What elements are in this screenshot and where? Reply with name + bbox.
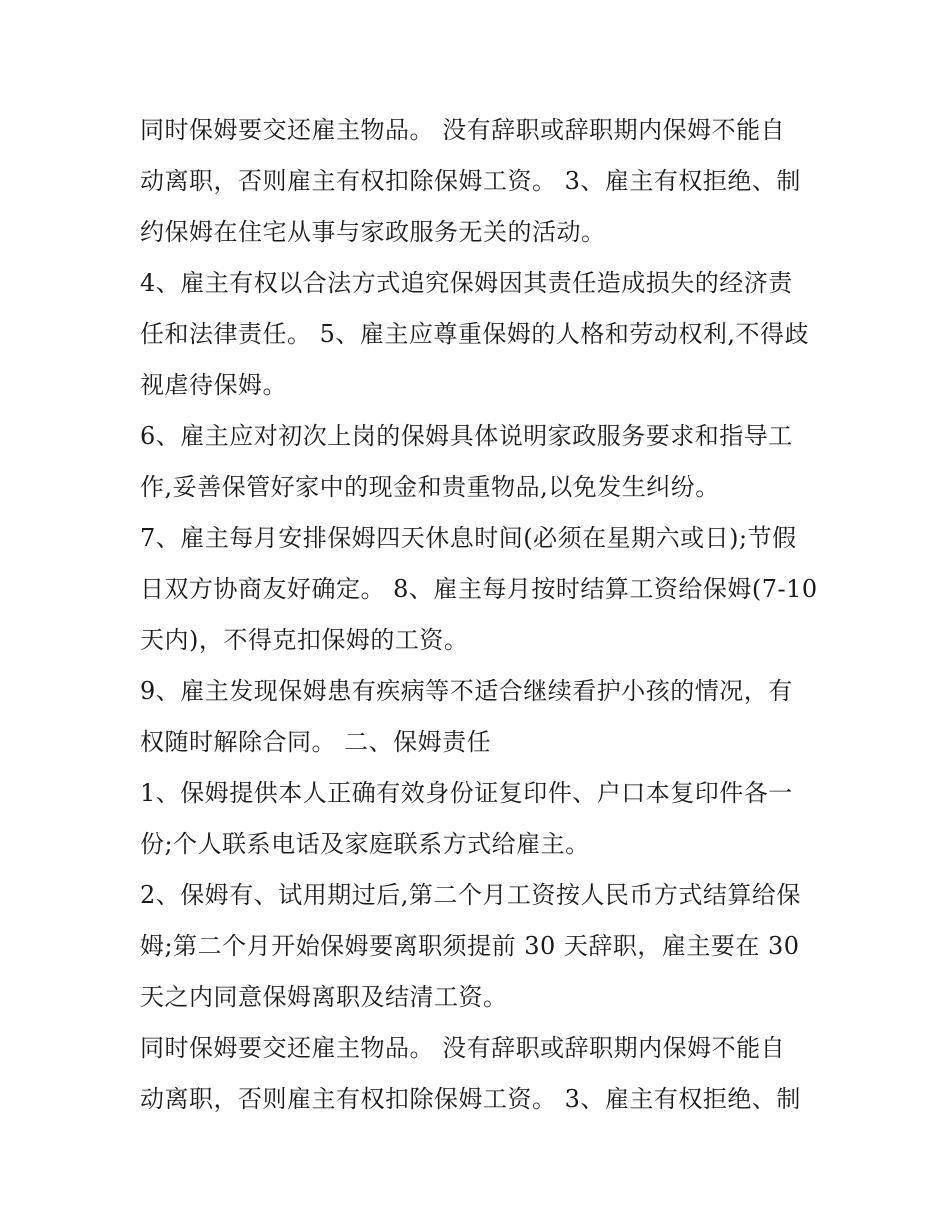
text-line: 同时保姆要交还雇主物品。 没有辞职或辞职期内保姆不能自 bbox=[140, 1034, 786, 1062]
text-line: 约保姆在住宅从事与家政服务无关的活动。 bbox=[140, 218, 606, 246]
document-body bbox=[140, 105, 830, 1125]
text-line: 1、保姆提供本人正确有效身份证复印件、户口本复印件各一 bbox=[140, 779, 793, 807]
text-line: 天之内同意保姆离职及结清工资。 bbox=[140, 983, 508, 1011]
text-line: 同时保姆要交还雇主物品。 没有辞职或辞职期内保姆不能自 bbox=[140, 116, 786, 144]
text-line: 4、雇主有权以合法方式追究保姆因其责任造成损失的经济责 bbox=[140, 269, 793, 297]
text-line: 7、雇主每月安排保姆四天休息时间(必须在星期六或日);节假 bbox=[140, 524, 797, 552]
text-line: 9、雇主发现保姆患有疾病等不适合继续看护小孩的情况，有 bbox=[140, 677, 793, 705]
text-line: 任和法律责任。 5、雇主应尊重保姆的人格和劳动权利,不得歧 bbox=[140, 320, 810, 348]
text-line: 2、保姆有、试用期过后,第二个月工资按人民币方式结算给保 bbox=[140, 881, 801, 909]
text-line: 天内)，不得克扣保姆的工资。 bbox=[140, 626, 469, 654]
text-line: 日双方协商友好确定。 8、雇主每月按时结算工资给保姆(7-10 bbox=[140, 575, 818, 603]
text-line: 视虐待保姆。 bbox=[140, 371, 287, 399]
text-line: 6、雇主应对初次上岗的保姆具体说明家政服务要求和指导工 bbox=[140, 422, 793, 450]
text-line: 动离职，否则雇主有权扣除保姆工资。 3、雇主有权拒绝、制 bbox=[140, 1085, 801, 1113]
text-line: 作,妥善保管好家中的现金和贵重物品,以免发生纠纷。 bbox=[140, 473, 720, 501]
text-line: 动离职，否则雇主有权扣除保姆工资。 3、雇主有权拒绝、制 bbox=[140, 167, 801, 195]
text-line: 姆;第二个月开始保姆要离职须提前 30 天辞职，雇主要在 30 bbox=[140, 932, 800, 960]
text-line: 份;个人联系电话及家庭联系方式给雇主。 bbox=[140, 830, 590, 858]
text-line: 权随时解除合同。 二、保姆责任 bbox=[140, 728, 492, 756]
